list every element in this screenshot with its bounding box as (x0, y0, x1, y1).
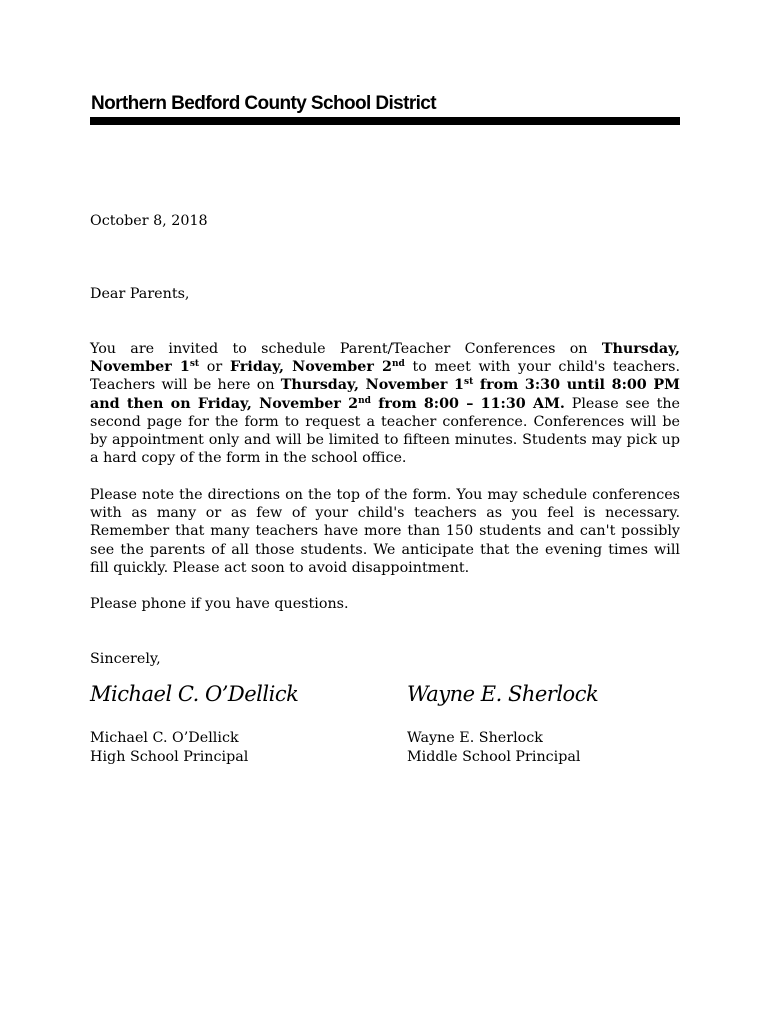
salutation: Dear Parents, (90, 286, 190, 302)
paragraph-phone: Please phone if you have questions. (90, 596, 349, 612)
letter-date: October 8, 2018 (90, 213, 208, 229)
closing: Sincerely, (90, 651, 161, 667)
signatory-name: Wayne E. Sherlock (407, 730, 543, 746)
letterhead-rule (90, 117, 680, 125)
district-letterhead: Northern Bedford County School District (91, 93, 436, 114)
signatory-name: Michael C. O’Dellick (90, 730, 239, 746)
signatory-block-middle-school (407, 729, 581, 766)
signatory-title: Middle School Principal (407, 748, 581, 765)
paragraph-invitation: You are invited to schedule Parent/Teacher Conferences on Thursday, November 1st or Friday, November 2nd to meet with your child's teachers. Teachers will be here on Thursday, November 1st from 3:30 until 8:00 PM and then on Friday, November 2nd from 8:00 – 11:30 AM. Please see the second page for the form to request a teacher conference. Conferences will be by appointment only and will be limited to fifteen minutes. Students may pick up a hard copy of the form in the school office. (90, 341, 681, 467)
signatory-title: High School Principal (90, 748, 249, 765)
signatory-block-high-school (90, 729, 248, 766)
signature-michael-odellick: Michael C. O’Dellick (90, 682, 299, 706)
signature-wayne-sherlock: Wayne E. Sherlock (407, 682, 599, 706)
paragraph-directions: Please note the directions on the top of the form. You may schedule conferences with as many or as few of your child's teachers as you feel is necessary. Remember that many teachers have more than 150 students and can't possibly see the parents of all those students. We anticipate that the evening times will fill quickly. Please act soon to avoid disappointment. (90, 487, 680, 576)
